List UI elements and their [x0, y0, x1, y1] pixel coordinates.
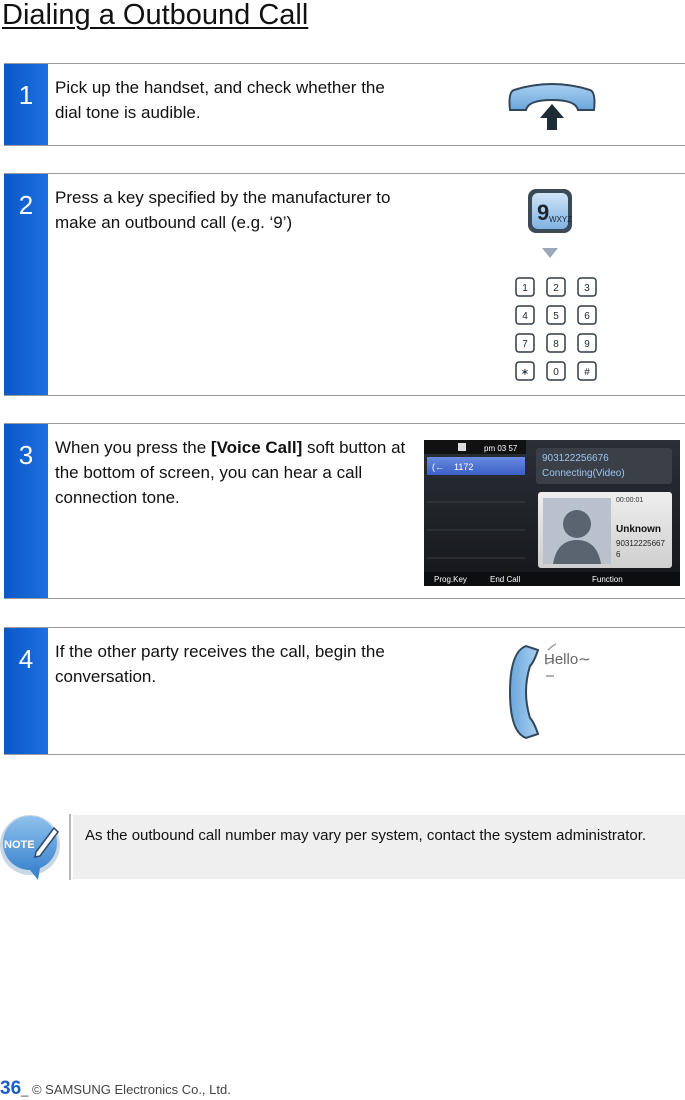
key-9-icon [528, 189, 572, 233]
step-1 [4, 63, 685, 146]
keypad-figure [500, 186, 600, 386]
speech-text: Hello∼ [544, 651, 591, 668]
keypad-key [547, 306, 565, 324]
arrow-down-icon [542, 248, 558, 258]
handset-talking-icon [504, 638, 604, 748]
keypad-key-label: 2 [553, 283, 559, 294]
handset-pickup-icon [504, 80, 600, 132]
keypad-key [516, 334, 534, 352]
dialed-number: 903122256676 [542, 453, 609, 464]
line-arrow-icon: (← [432, 462, 444, 472]
keypad-key [578, 306, 596, 324]
note-divider [69, 814, 71, 880]
keypad-key [516, 306, 534, 324]
line-number: 1172 [454, 462, 474, 472]
copyright: _ © SAMSUNG Electronics Co., Ltd. [21, 1082, 231, 1097]
step-number: 3 [4, 424, 48, 598]
keypad-key-label: ∗ [520, 367, 530, 378]
softkey-function[interactable]: Function [592, 575, 623, 584]
keypad-grid [516, 278, 596, 380]
keypad-key-label: 4 [522, 311, 528, 322]
step-number: 1 [4, 64, 48, 145]
phone-screen-figure [424, 440, 680, 586]
footer [0, 1078, 231, 1100]
keypad-key-label: 5 [553, 311, 559, 322]
status-time: pm 03 57 [484, 444, 518, 453]
call-duration: 00:00:01 [616, 497, 644, 504]
keypad-key-label: # [584, 367, 590, 378]
step-4 [4, 627, 685, 755]
call-status: Connecting(Video) [542, 468, 625, 479]
keypad-key [578, 278, 596, 296]
keypad-key [547, 278, 565, 296]
svg-text:WXYZ: WXYZ [549, 215, 573, 224]
keypad-key [516, 362, 534, 380]
keypad-key-label: 8 [553, 339, 559, 350]
note-icon [0, 810, 66, 880]
step-text: Pick up the handset, and check whether the dial tone is audible. [55, 78, 385, 122]
voice-call-label: [Voice Call] [210, 438, 303, 457]
caller-number: 90312225667 [616, 539, 665, 548]
keypad-key-label: 1 [522, 283, 528, 294]
keypad-key [578, 362, 596, 380]
step-text: Press a key specified by the manufacturer to make an outbound call (e.g. ‘9’) [55, 188, 391, 232]
caller-name: Unknown [616, 524, 661, 535]
keypad-key [547, 362, 565, 380]
step-number: 2 [4, 174, 48, 395]
step-text: If the other party receives the call, begin the conversation. [55, 642, 385, 686]
keypad-key [578, 334, 596, 352]
keypad-key-label: 9 [584, 339, 590, 350]
svg-text:NOTE: NOTE [4, 839, 35, 851]
page-number: 36 [0, 1078, 22, 1099]
softkey-end-call[interactable]: End Call [490, 575, 521, 584]
keypad-key-label: 3 [584, 283, 590, 294]
step-text: When you press the [Voice Call] soft button at the bottom of screen, you can hear a call connection tone. [55, 438, 406, 507]
keypad-key-label: 6 [584, 311, 590, 322]
step-2 [4, 173, 685, 396]
svg-text:6: 6 [616, 550, 621, 559]
keypad-key-label: 0 [553, 367, 559, 378]
keypad-key [547, 334, 565, 352]
softkey-prog[interactable]: Prog.Key [434, 575, 467, 584]
step-number: 4 [4, 628, 48, 754]
svg-text:9: 9 [537, 200, 550, 225]
keypad-key-label: 7 [522, 339, 528, 350]
note-text: As the outbound call number may vary per system, contact the system administrator. [73, 815, 685, 879]
keypad-key [516, 278, 534, 296]
step-3 [4, 423, 685, 599]
page-title: Dialing a Outbound Call [2, 0, 309, 31]
